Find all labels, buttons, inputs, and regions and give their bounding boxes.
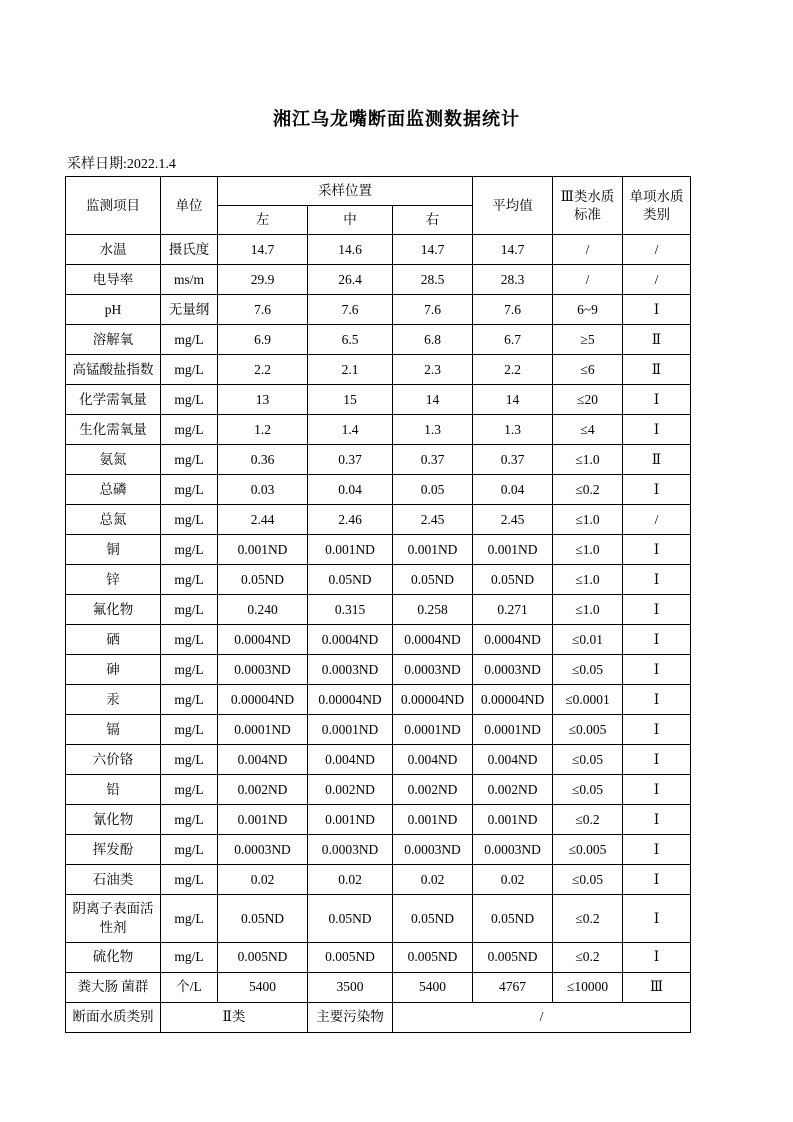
unit-cell: mg/L <box>161 745 218 775</box>
standard-cell: / <box>553 235 623 265</box>
item-cell: 电导率 <box>66 265 161 295</box>
left-value-cell: 0.02 <box>218 865 308 895</box>
left-value-cell: 0.05ND <box>218 565 308 595</box>
table-row <box>66 475 691 505</box>
standard-cell: ≤0.01 <box>553 625 623 655</box>
middle-value-cell: 15 <box>308 385 393 415</box>
category-cell: Ⅰ <box>623 865 691 895</box>
category-cell: Ⅰ <box>623 535 691 565</box>
unit-cell: mg/L <box>161 685 218 715</box>
right-value-cell: 0.02 <box>393 865 473 895</box>
table-row <box>66 685 691 715</box>
average-cell: 0.00004ND <box>473 685 553 715</box>
left-value-cell: 0.240 <box>218 595 308 625</box>
category-cell: Ⅰ <box>623 835 691 865</box>
unit-cell: mg/L <box>161 415 218 445</box>
middle-value-cell: 0.37 <box>308 445 393 475</box>
item-cell: 锌 <box>66 565 161 595</box>
category-cell: Ⅰ <box>623 715 691 745</box>
category-cell: Ⅰ <box>623 805 691 835</box>
item-cell: 硒 <box>66 625 161 655</box>
right-value-cell: 0.002ND <box>393 775 473 805</box>
right-value-cell: 0.05 <box>393 475 473 505</box>
average-cell: 0.0001ND <box>473 715 553 745</box>
average-cell: 0.002ND <box>473 775 553 805</box>
standard-cell: ≤0.0001 <box>553 685 623 715</box>
left-value-cell: 0.0001ND <box>218 715 308 745</box>
standard-cell: ≤0.2 <box>553 895 623 942</box>
category-cell: Ⅰ <box>623 775 691 805</box>
table-row <box>66 865 691 895</box>
section-class-label: 断面水质类别 <box>66 1002 161 1032</box>
standard-cell: ≤6 <box>553 355 623 385</box>
average-cell: 0.005ND <box>473 942 553 972</box>
table-row <box>66 655 691 685</box>
standard-cell: ≤1.0 <box>553 535 623 565</box>
right-value-cell: 2.45 <box>393 505 473 535</box>
table-row <box>66 715 691 745</box>
left-value-cell: 0.0003ND <box>218 655 308 685</box>
sample-date-label: 采样日期:2022.1.4 <box>67 157 176 172</box>
section-class-value: Ⅱ类 <box>161 1002 308 1032</box>
item-cell: 铜 <box>66 535 161 565</box>
standard-cell: ≤0.05 <box>553 655 623 685</box>
standard-cell: ≤0.05 <box>553 865 623 895</box>
left-value-cell: 0.001ND <box>218 805 308 835</box>
unit-cell: mg/L <box>161 775 218 805</box>
left-value-cell: 0.005ND <box>218 942 308 972</box>
average-cell: 28.3 <box>473 265 553 295</box>
standard-cell: ≤1.0 <box>553 505 623 535</box>
right-value-cell: 0.05ND <box>393 895 473 942</box>
unit-cell: mg/L <box>161 445 218 475</box>
item-cell: 总氮 <box>66 505 161 535</box>
item-cell: pH <box>66 295 161 325</box>
right-value-cell: 0.0004ND <box>393 625 473 655</box>
item-cell: 高锰酸盐指数 <box>66 355 161 385</box>
main-pollutant-label: 主要污染物 <box>308 1002 393 1032</box>
middle-value-cell: 0.001ND <box>308 805 393 835</box>
middle-value-cell: 0.001ND <box>308 535 393 565</box>
category-cell: Ⅰ <box>623 295 691 325</box>
standard-cell: ≤20 <box>553 385 623 415</box>
category-cell: / <box>623 265 691 295</box>
table-row <box>66 972 691 1002</box>
left-value-cell: 5400 <box>218 972 308 1002</box>
average-cell: 0.0003ND <box>473 835 553 865</box>
average-cell: 7.6 <box>473 295 553 325</box>
unit-cell: mg/L <box>161 942 218 972</box>
table-row <box>66 445 691 475</box>
average-cell: 1.3 <box>473 415 553 445</box>
unit-cell: mg/L <box>161 865 218 895</box>
average-cell: 0.004ND <box>473 745 553 775</box>
table-row <box>66 295 691 325</box>
standard-cell: ≤0.005 <box>553 715 623 745</box>
right-value-cell: 7.6 <box>393 295 473 325</box>
category-cell: Ⅰ <box>623 685 691 715</box>
unit-cell: ms/m <box>161 265 218 295</box>
category-cell: Ⅰ <box>623 475 691 505</box>
middle-value-cell: 0.0003ND <box>308 655 393 685</box>
table-row <box>66 535 691 565</box>
unit-cell: 无量纲 <box>161 295 218 325</box>
middle-value-cell: 0.00004ND <box>308 685 393 715</box>
right-value-cell: 0.37 <box>393 445 473 475</box>
left-value-cell: 0.00004ND <box>218 685 308 715</box>
right-value-cell: 0.001ND <box>393 535 473 565</box>
right-value-cell: 0.05ND <box>393 565 473 595</box>
table-row <box>66 325 691 355</box>
item-cell: 铅 <box>66 775 161 805</box>
average-cell: 0.0003ND <box>473 655 553 685</box>
average-cell: 0.37 <box>473 445 553 475</box>
item-cell: 氨氮 <box>66 445 161 475</box>
standard-cell: ≤0.05 <box>553 745 623 775</box>
category-cell: Ⅰ <box>623 625 691 655</box>
standard-cell: ≥5 <box>553 325 623 355</box>
item-cell: 六价铬 <box>66 745 161 775</box>
middle-value-cell: 26.4 <box>308 265 393 295</box>
average-cell: 14.7 <box>473 235 553 265</box>
left-value-cell: 0.0004ND <box>218 625 308 655</box>
average-cell: 0.001ND <box>473 535 553 565</box>
unit-cell: mg/L <box>161 385 218 415</box>
unit-cell: mg/L <box>161 595 218 625</box>
category-cell: Ⅰ <box>623 895 691 942</box>
middle-value-cell: 1.4 <box>308 415 393 445</box>
right-value-cell: 0.00004ND <box>393 685 473 715</box>
unit-cell: mg/L <box>161 535 218 565</box>
unit-cell: mg/L <box>161 475 218 505</box>
category-cell: Ⅱ <box>623 445 691 475</box>
header-position-middle: 中 <box>308 206 393 235</box>
middle-value-cell: 3500 <box>308 972 393 1002</box>
middle-value-cell: 0.0003ND <box>308 835 393 865</box>
middle-value-cell: 0.04 <box>308 475 393 505</box>
unit-cell: mg/L <box>161 715 218 745</box>
average-cell: 2.45 <box>473 505 553 535</box>
left-value-cell: 6.9 <box>218 325 308 355</box>
item-cell: 水温 <box>66 235 161 265</box>
unit-cell: mg/L <box>161 895 218 942</box>
unit-cell: 摄氏度 <box>161 235 218 265</box>
middle-value-cell: 2.46 <box>308 505 393 535</box>
table-body <box>66 235 691 1002</box>
category-cell: Ⅰ <box>623 745 691 775</box>
right-value-cell: 5400 <box>393 972 473 1002</box>
item-cell: 砷 <box>66 655 161 685</box>
standard-cell: ≤0.005 <box>553 835 623 865</box>
category-cell: / <box>623 505 691 535</box>
header-class3-standard: Ⅲ类水质标准 <box>553 177 623 235</box>
unit-cell: mg/L <box>161 625 218 655</box>
standard-cell: ≤0.2 <box>553 805 623 835</box>
standard-cell: ≤1.0 <box>553 565 623 595</box>
category-cell: Ⅰ <box>623 942 691 972</box>
middle-value-cell: 0.315 <box>308 595 393 625</box>
average-cell: 0.02 <box>473 865 553 895</box>
item-cell: 挥发酚 <box>66 835 161 865</box>
right-value-cell: 0.004ND <box>393 745 473 775</box>
average-cell: 0.05ND <box>473 895 553 942</box>
right-value-cell: 0.001ND <box>393 805 473 835</box>
standard-cell: ≤0.05 <box>553 775 623 805</box>
standard-cell: ≤1.0 <box>553 445 623 475</box>
table-row <box>66 625 691 655</box>
table-row <box>66 265 691 295</box>
middle-value-cell: 0.004ND <box>308 745 393 775</box>
table-row <box>66 805 691 835</box>
unit-cell: mg/L <box>161 505 218 535</box>
item-cell: 生化需氧量 <box>66 415 161 445</box>
middle-value-cell: 0.0004ND <box>308 625 393 655</box>
middle-value-cell: 0.05ND <box>308 565 393 595</box>
middle-value-cell: 6.5 <box>308 325 393 355</box>
page-title: 湘江乌龙嘴断面监测数据统计 <box>273 109 520 129</box>
item-cell: 汞 <box>66 685 161 715</box>
unit-cell: mg/L <box>161 655 218 685</box>
left-value-cell: 0.0003ND <box>218 835 308 865</box>
unit-cell: mg/L <box>161 565 218 595</box>
header-row-1 <box>66 177 691 206</box>
table-row <box>66 565 691 595</box>
unit-cell: mg/L <box>161 805 218 835</box>
item-cell: 总磷 <box>66 475 161 505</box>
average-cell: 14 <box>473 385 553 415</box>
right-value-cell: 1.3 <box>393 415 473 445</box>
average-cell: 0.04 <box>473 475 553 505</box>
unit-cell: 个/L <box>161 972 218 1002</box>
category-cell: Ⅲ <box>623 972 691 1002</box>
category-cell: Ⅰ <box>623 595 691 625</box>
main-pollutant-value: / <box>393 1002 691 1032</box>
average-cell: 2.2 <box>473 355 553 385</box>
right-value-cell: 0.0001ND <box>393 715 473 745</box>
middle-value-cell: 7.6 <box>308 295 393 325</box>
item-cell: 石油类 <box>66 865 161 895</box>
header-position-left: 左 <box>218 206 308 235</box>
middle-value-cell: 0.005ND <box>308 942 393 972</box>
right-value-cell: 6.8 <box>393 325 473 355</box>
left-value-cell: 0.05ND <box>218 895 308 942</box>
left-value-cell: 7.6 <box>218 295 308 325</box>
category-cell: Ⅰ <box>623 655 691 685</box>
left-value-cell: 29.9 <box>218 265 308 295</box>
left-value-cell: 0.001ND <box>218 535 308 565</box>
category-cell: Ⅰ <box>623 565 691 595</box>
left-value-cell: 0.002ND <box>218 775 308 805</box>
unit-cell: mg/L <box>161 325 218 355</box>
left-value-cell: 14.7 <box>218 235 308 265</box>
right-value-cell: 0.005ND <box>393 942 473 972</box>
middle-value-cell: 0.002ND <box>308 775 393 805</box>
left-value-cell: 0.36 <box>218 445 308 475</box>
table-row <box>66 355 691 385</box>
table-row <box>66 835 691 865</box>
standard-cell: 6~9 <box>553 295 623 325</box>
category-cell: Ⅱ <box>623 355 691 385</box>
category-cell: Ⅱ <box>623 325 691 355</box>
table-footer <box>66 1002 691 1032</box>
table-row <box>66 895 691 942</box>
average-cell: 6.7 <box>473 325 553 355</box>
standard-cell: ≤10000 <box>553 972 623 1002</box>
middle-value-cell: 0.0001ND <box>308 715 393 745</box>
average-cell: 0.05ND <box>473 565 553 595</box>
table-row <box>66 942 691 972</box>
table-row <box>66 385 691 415</box>
standard-cell: ≤0.2 <box>553 475 623 505</box>
table-row <box>66 505 691 535</box>
table-row <box>66 415 691 445</box>
left-value-cell: 13 <box>218 385 308 415</box>
average-cell: 0.0004ND <box>473 625 553 655</box>
standard-cell: ≤0.2 <box>553 942 623 972</box>
right-value-cell: 0.258 <box>393 595 473 625</box>
right-value-cell: 2.3 <box>393 355 473 385</box>
average-cell: 0.271 <box>473 595 553 625</box>
middle-value-cell: 0.05ND <box>308 895 393 942</box>
table-row <box>66 745 691 775</box>
table-row <box>66 775 691 805</box>
average-cell: 0.001ND <box>473 805 553 835</box>
standard-cell: ≤1.0 <box>553 595 623 625</box>
footer-row <box>66 1002 691 1032</box>
unit-cell: mg/L <box>161 835 218 865</box>
unit-cell: mg/L <box>161 355 218 385</box>
right-value-cell: 0.0003ND <box>393 655 473 685</box>
right-value-cell: 28.5 <box>393 265 473 295</box>
header-unit: 单位 <box>161 177 218 235</box>
header-item: 监测项目 <box>66 177 161 235</box>
table-header <box>66 177 691 235</box>
category-cell: Ⅰ <box>623 415 691 445</box>
middle-value-cell: 0.02 <box>308 865 393 895</box>
monitoring-data-table <box>65 176 691 1033</box>
item-cell: 化学需氧量 <box>66 385 161 415</box>
item-cell: 氟化物 <box>66 595 161 625</box>
left-value-cell: 2.44 <box>218 505 308 535</box>
left-value-cell: 1.2 <box>218 415 308 445</box>
category-cell: Ⅰ <box>623 385 691 415</box>
item-cell: 硫化物 <box>66 942 161 972</box>
category-cell: / <box>623 235 691 265</box>
header-average: 平均值 <box>473 177 553 235</box>
item-cell: 氰化物 <box>66 805 161 835</box>
item-cell: 粪大肠 菌群 <box>66 972 161 1002</box>
right-value-cell: 0.0003ND <box>393 835 473 865</box>
table-row <box>66 595 691 625</box>
table-row <box>66 235 691 265</box>
header-single-category: 单项水质类别 <box>623 177 691 235</box>
item-cell: 阴离子表面活性剂 <box>66 895 161 942</box>
item-cell: 镉 <box>66 715 161 745</box>
left-value-cell: 0.004ND <box>218 745 308 775</box>
middle-value-cell: 2.1 <box>308 355 393 385</box>
left-value-cell: 0.03 <box>218 475 308 505</box>
standard-cell: / <box>553 265 623 295</box>
average-cell: 4767 <box>473 972 553 1002</box>
item-cell: 溶解氧 <box>66 325 161 355</box>
header-sampling-position: 采样位置 <box>218 177 473 206</box>
standard-cell: ≤4 <box>553 415 623 445</box>
left-value-cell: 2.2 <box>218 355 308 385</box>
right-value-cell: 14.7 <box>393 235 473 265</box>
right-value-cell: 14 <box>393 385 473 415</box>
middle-value-cell: 14.6 <box>308 235 393 265</box>
header-position-right: 右 <box>393 206 473 235</box>
